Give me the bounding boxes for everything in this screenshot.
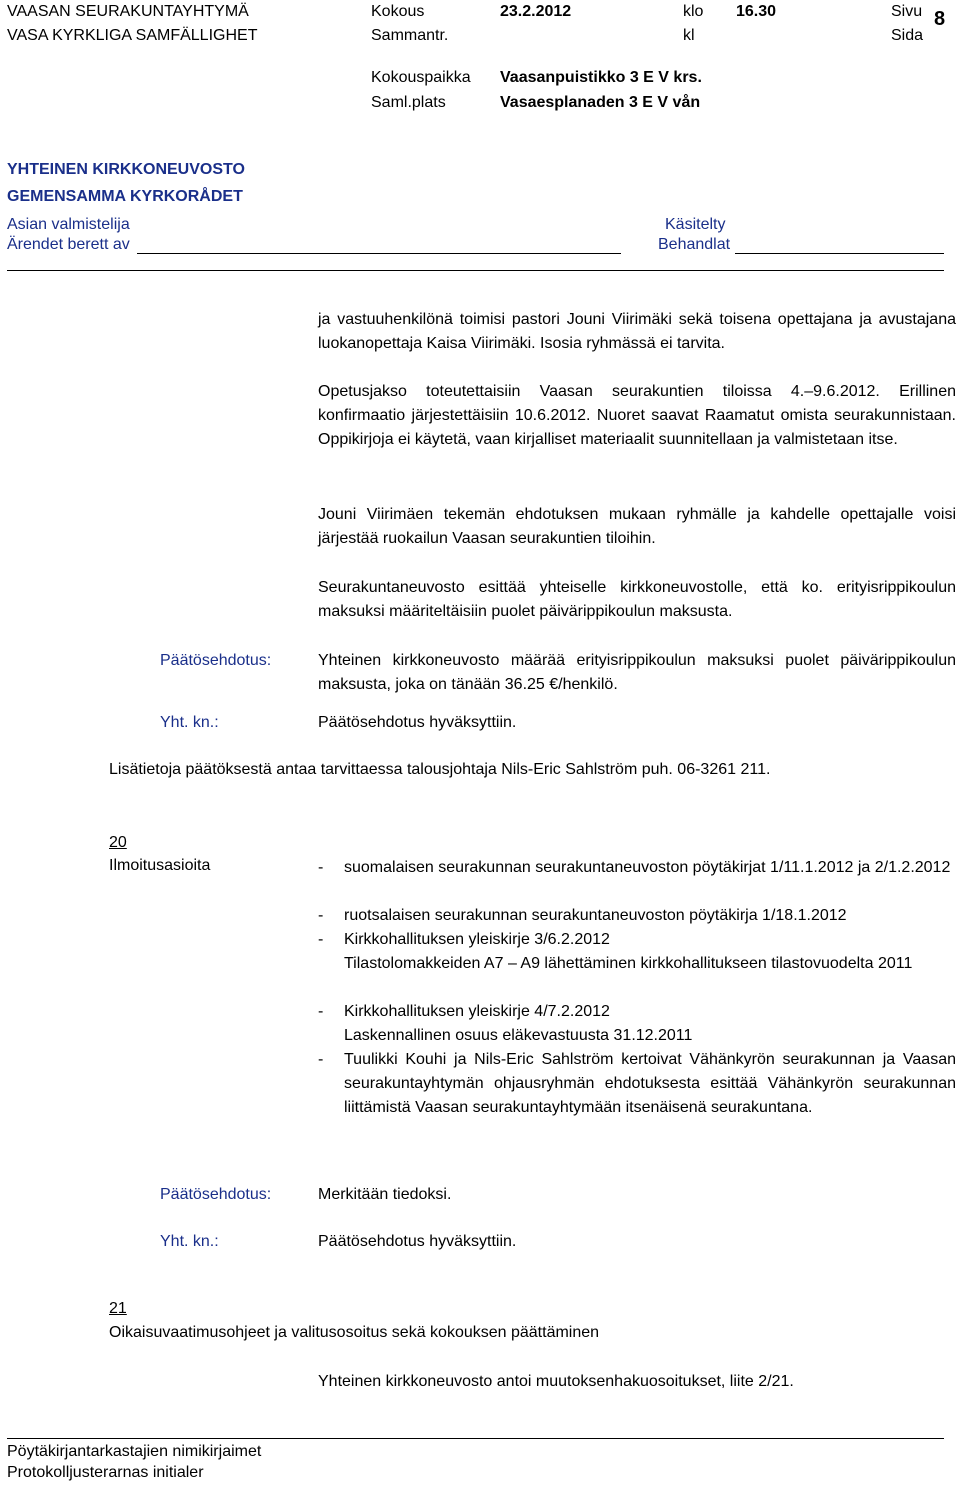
section-21-title: Oikaisuvaatimusohjeet ja valitusosoitus sekä kokouksen päättäminen: [109, 1324, 600, 1341]
place-label-sv: Saml.plats: [371, 94, 446, 111]
preparer-signature-line: [137, 253, 621, 254]
notice-item: [318, 928, 958, 952]
notice-item-text: Kirkkohallituksen yleiskirje 4/7.2.2012: [344, 1003, 610, 1020]
meeting-label-sv: Sammantr.: [371, 27, 449, 44]
paragraph-1-text: ja vastuuhenkilönä toimisi pastori Jouni Viirimäki sekä toisena opettajana ja avustajana luokanopettaja Kaisa Viirimäki. Isosia ryhmässä ei tarvita.: [318, 311, 956, 352]
proposal-text: Yhteinen kirkkoneuvosto määrää erityisrippikoulun maksuksi puolet päivärippikoulun maksusta, joka on tänään 36.25 €/henkilö.: [318, 652, 956, 693]
notice-item-text: Laskennallinen osuus eläkevastuusta 31.12.2011: [344, 1027, 693, 1044]
paragraph-2: [318, 380, 956, 452]
paragraph-2-text: Opetusjakso toteutettaisiin Vaasan seurakuntien tiloissa 4.–9.6.2012. Erillinen konfirmaatio järjestettäisiin 10.6.2012. Nuoret saavat Raamatut omista seurakunnistaan. Oppikirjoja ei käytetä, vaan kirjalliset materiaalit suunnitellaan ja valmistetaan itse.: [318, 383, 956, 448]
decision-label-20: Yht. kn.:: [160, 1233, 219, 1250]
notice-item-text: ruotsalaisen seurakunnan seurakuntaneuvoston pöytäkirja 1/18.1.2012: [344, 907, 847, 924]
section-21-text: Yhteinen kirkkoneuvosto antoi muutoksenhakuosoitukset, liite 2/21.: [318, 1373, 794, 1390]
decision-text-20: Päätösehdotus hyväksyttiin.: [318, 1233, 517, 1250]
proposal-text-20: Merkitään tiedoksi.: [318, 1186, 452, 1203]
page-number: 8: [934, 8, 946, 30]
place-fi: Vaasanpuistikko 3 E V krs.: [500, 69, 702, 86]
notice-item-sub: [318, 1024, 958, 1048]
body-name-fi: YHTEINEN KIRKKONEUVOSTO: [7, 161, 245, 178]
header-divider: [7, 270, 944, 271]
notice-item: [318, 1048, 958, 1144]
footer-divider: [7, 1438, 944, 1439]
meeting-time: 16.30: [736, 3, 777, 20]
notice-item: [318, 856, 958, 904]
notice-item: [318, 904, 958, 928]
preparer-label-sv: Ärendet berett av: [7, 236, 130, 253]
time-label-fi: klo: [683, 3, 704, 20]
section-21-number: 21: [109, 1300, 127, 1317]
handled-signature-line: [735, 253, 944, 254]
handled-label-sv: Behandlat: [658, 236, 731, 253]
time-label-sv: kl: [683, 27, 695, 44]
page-label-sv: Sida: [891, 27, 924, 44]
paragraph-1: [318, 308, 956, 356]
place-sv: Vasaesplanaden 3 E V vån: [500, 94, 701, 111]
info-line: Lisätietoja päätöksestä antaa tarvittaessa talousjohtaja Nils-Eric Sahlström puh. 06-3261 211.: [109, 761, 771, 778]
notice-item: [318, 1000, 958, 1024]
decision-label: Yht. kn.:: [160, 714, 219, 731]
handled-label-fi: Käsitelty: [665, 216, 726, 233]
meeting-date: 23.2.2012: [500, 3, 572, 20]
meeting-label-fi: Kokous: [371, 3, 425, 20]
list-dash: -: [318, 1003, 324, 1020]
preparer-label-fi: Asian valmistelija: [7, 216, 130, 233]
paragraph-4: [318, 576, 956, 624]
paragraph-3: [318, 503, 956, 551]
paragraph-3-text: Jouni Viirimäen tekemän ehdotuksen mukaan ryhmälle ja kahdelle opettajalle voisi järjestää ruokailun Vaasan seurakuntien tiloihin.: [318, 506, 956, 547]
list-dash: -: [318, 907, 324, 924]
section-20-title: Ilmoitusasioita: [109, 857, 211, 874]
notice-item-text: Tilastolomakkeiden A7 – A9 lähettäminen kirkkohallitukseen tilastovuodelta 2011: [344, 955, 913, 972]
notice-item-sub: [318, 952, 958, 1000]
place-label-fi: Kokouspaikka: [371, 69, 471, 86]
proposal-label-20: Päätösehdotus:: [160, 1186, 272, 1203]
list-dash: -: [318, 931, 324, 948]
paragraph-4-text: Seurakuntaneuvosto esittää yhteiselle kirkkoneuvostolle, että ko. erityisrippikoulun maksuksi määriteltäisiin puolet päivärippikoulun maksusta.: [318, 579, 956, 620]
notice-item-text: Tuulikki Kouhi ja Nils-Eric Sahlström kertoivat Vähänkyrön seurakunnan ja Vaasan seurakuntayhtymän ohjausryhmän ehdotuksesta esittää Vähänkyrön seurakunnan liittämistä Vaasan seurakuntayhtymään itsenäisenä seurakuntana.: [344, 1051, 956, 1116]
proposal-label: Päätösehdotus:: [160, 652, 272, 669]
footer-initials-fi: Pöytäkirjantarkastajien nimikirjaimet: [7, 1443, 262, 1460]
footer-initials-sv: Protokolljusterarnas initialer: [7, 1464, 204, 1481]
org-name-sv: VASA KYRKLIGA SAMFÄLLIGHET: [7, 27, 258, 44]
org-name-fi: VAASAN SEURAKUNTAYHTYMÄ: [7, 3, 249, 20]
section-20-number: 20: [109, 834, 127, 851]
list-dash: -: [318, 1051, 324, 1068]
notice-item-text: Kirkkohallituksen yleiskirje 3/6.2.2012: [344, 931, 610, 948]
list-dash: -: [318, 859, 324, 876]
page-label-fi: Sivu: [891, 3, 923, 20]
notice-item-text: suomalaisen seurakunnan seurakuntaneuvoston pöytäkirjat 1/11.1.2012 ja 2/1.2.2012: [344, 859, 951, 876]
decision-text: Päätösehdotus hyväksyttiin.: [318, 714, 517, 731]
body-name-sv: GEMENSAMMA KYRKORÅDET: [7, 188, 243, 205]
